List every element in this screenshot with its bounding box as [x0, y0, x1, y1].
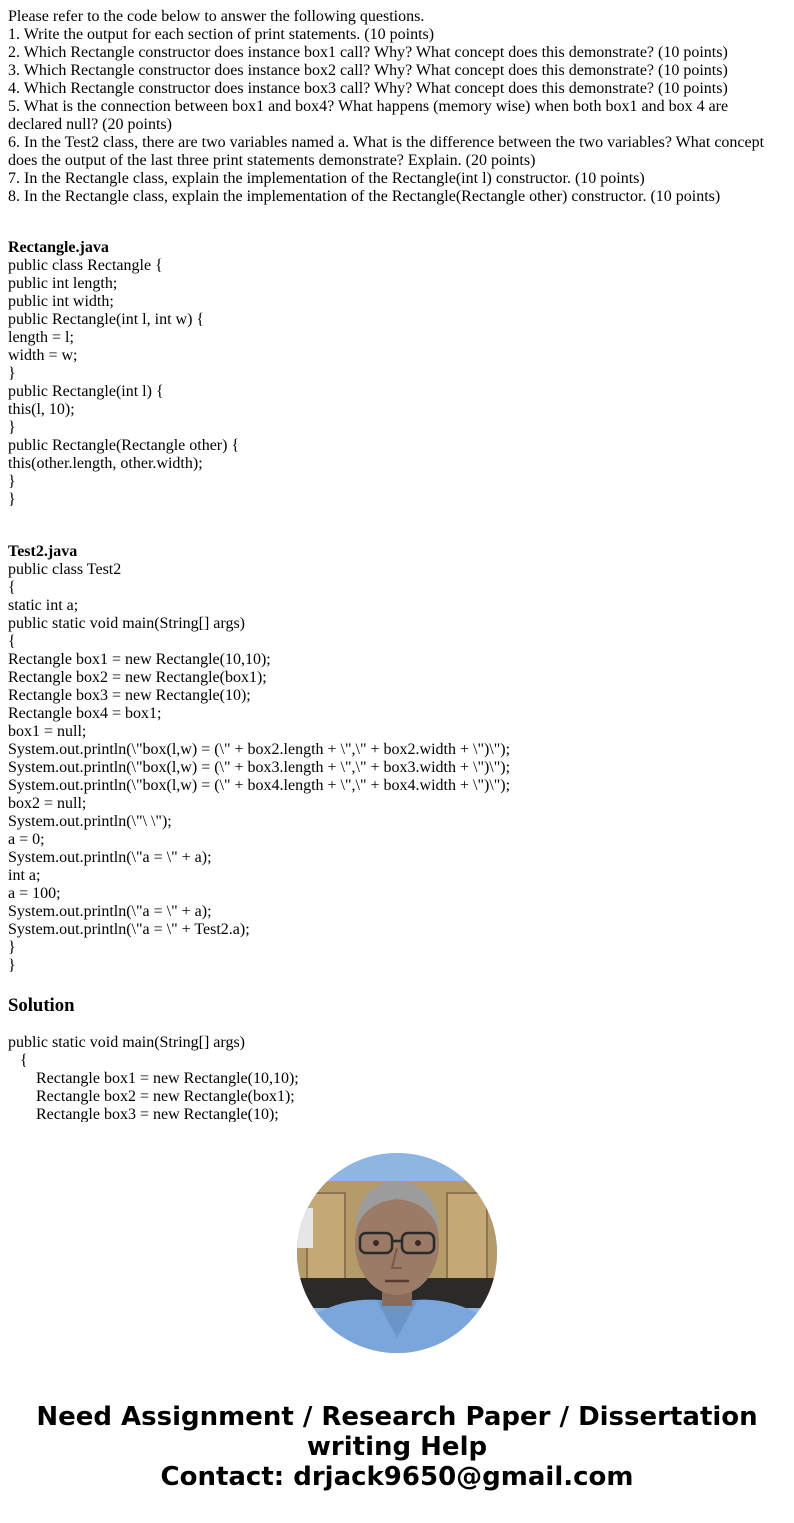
code-line: System.out.println(\"a = \" + Test2.a); — [8, 921, 250, 938]
code-line: a = 0; — [8, 831, 45, 848]
code-line: public int width; — [8, 293, 114, 310]
questions-intro: Please refer to the code below to answer the following questions. — [8, 8, 425, 25]
code-line: System.out.println(\"box(l,w) = (\" + box4.length + \",\" + box4.width + \")\"); — [8, 777, 511, 794]
promo-line-2: writing Help — [306, 1432, 488, 1462]
code-line: Rectangle box2 = new Rectangle(box1); — [8, 1088, 295, 1105]
question-item: 3. Which Rectangle constructor does instance box2 call? Why? What concept does this demonstrate? (10 points) — [8, 62, 728, 79]
code-line: public Rectangle(int l) { — [8, 383, 164, 400]
code-line: Rectangle box2 = new Rectangle(box1); — [8, 669, 267, 686]
code-line: box2 = null; — [8, 795, 87, 812]
code-line: Rectangle box1 = new Rectangle(10,10); — [8, 1070, 299, 1087]
code-line: static int a; — [8, 597, 79, 614]
code-line: System.out.println(\"box(l,w) = (\" + box3.length + \",\" + box3.width + \")\"); — [8, 759, 511, 776]
promo-line-1: Need Assignment / Research Paper / Dissertation — [36, 1402, 758, 1432]
code-line: System.out.println(\"a = \" + a); — [8, 849, 212, 866]
code-line: } — [8, 419, 16, 436]
solution-code — [8, 1034, 786, 1122]
code-line: Rectangle box3 = new Rectangle(10); — [8, 1106, 279, 1122]
code-line: { — [8, 633, 16, 650]
code-line: this(l, 10); — [8, 401, 75, 418]
question-item: 4. Which Rectangle constructor does instance box3 call? Why? What concept does this demonstrate? (10 points) — [8, 80, 728, 97]
test2-java-code — [8, 543, 510, 975]
code-line: public class Rectangle { — [8, 257, 163, 274]
question-item: 6. In the Test2 class, there are two variables named a. What is the difference between the two variables? What concept does the output of the last three print statements demonstrate? Explain. (20 points) — [8, 134, 765, 169]
code-line: width = w; — [8, 347, 78, 364]
code-line: public int length; — [8, 275, 118, 292]
code-line: Rectangle box4 = box1; — [8, 705, 162, 722]
code-line: length = l; — [8, 329, 74, 346]
code-line: } — [8, 957, 16, 974]
code-line: } — [8, 365, 16, 382]
question-item: 1. Write the output for each section of print statements. (10 points) — [8, 26, 435, 43]
code-line: System.out.println(\"\ \"); — [8, 813, 172, 830]
question-item: 2. Which Rectangle constructor does instance box1 call? Why? What concept does this demonstrate? (10 points) — [8, 44, 728, 61]
person-portrait-icon — [297, 1153, 497, 1353]
promo-contact: Contact: drjack9650@gmail.com — [160, 1462, 634, 1492]
code-line: } — [8, 473, 16, 490]
code-line: public static void main(String[] args) — [8, 615, 245, 632]
code-line: public class Test2 — [8, 561, 122, 578]
rectangle-java-code — [8, 239, 239, 509]
code-line: this(other.length, other.width); — [8, 455, 203, 472]
code-line: int a; — [8, 867, 41, 884]
code-line: } — [8, 939, 16, 956]
code-line: public Rectangle(int l, int w) { — [8, 311, 205, 328]
code-line: public static void main(String[] args) — [8, 1034, 245, 1051]
question-item: 5. What is the connection between box1 and box4? What happens (memory wise) when both box1 and box 4 are declared null? (20 points) — [8, 98, 729, 133]
code-line: System.out.println(\"a = \" + a); — [8, 903, 212, 920]
solution-heading: Solution — [8, 995, 75, 1016]
code-line: { — [8, 1052, 28, 1069]
question-item: 7. In the Rectangle class, explain the implementation of the Rectangle(int l) constructor. (10 points) — [8, 170, 645, 187]
code-line: Rectangle box1 = new Rectangle(10,10); — [8, 651, 271, 668]
code-line: System.out.println(\"box(l,w) = (\" + box2.length + \",\" + box2.width + \")\"); — [8, 741, 511, 758]
rectangle-file-title: Rectangle.java — [8, 239, 109, 256]
code-line: a = 100; — [8, 885, 61, 902]
code-line: Rectangle box3 = new Rectangle(10); — [8, 687, 251, 704]
test2-file-title: Test2.java — [8, 543, 78, 560]
question-item: 8. In the Rectangle class, explain the implementation of the Rectangle(Rectangle other) constructor. (10 points) — [8, 188, 721, 205]
questions-section — [8, 8, 786, 206]
code-line: box1 = null; — [8, 723, 87, 740]
code-line: { — [8, 579, 16, 596]
avatar — [297, 1153, 497, 1353]
promo-banner — [0, 1402, 794, 1492]
code-line: } — [8, 491, 16, 508]
code-line: public Rectangle(Rectangle other) { — [8, 437, 240, 454]
